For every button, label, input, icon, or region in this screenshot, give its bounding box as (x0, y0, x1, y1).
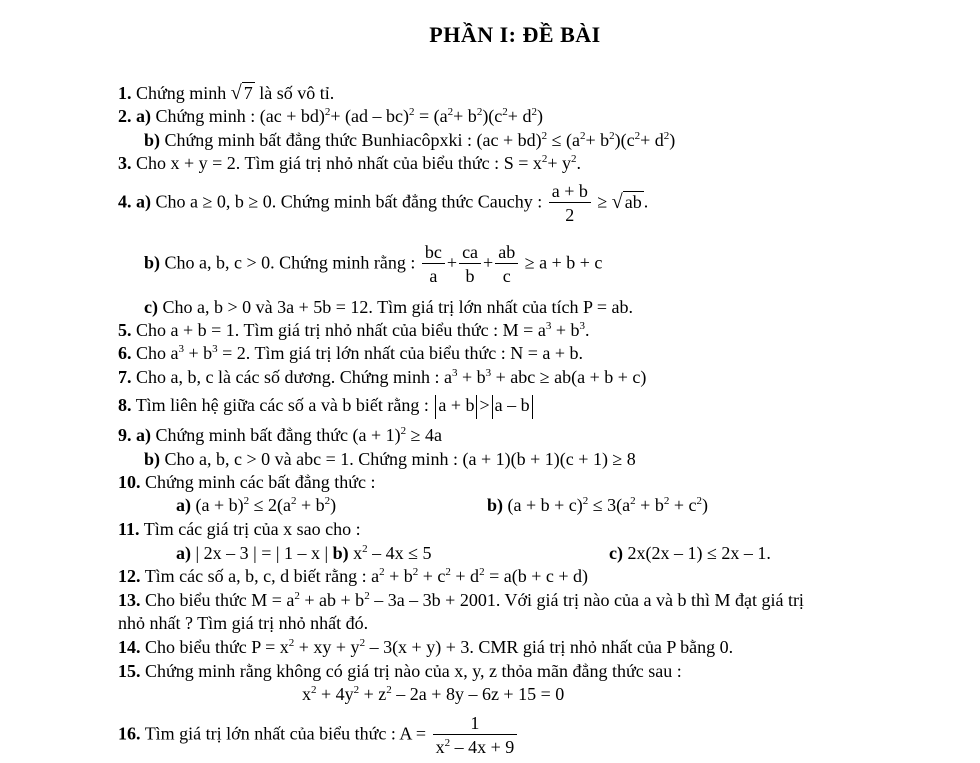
question-11c: c) 2x(2x – 1) ≤ 2x – 1. (609, 543, 771, 563)
question-9b: b) Cho a, b, c > 0 và abc = 1. Chứng minh : (a + 1)(b + 1)(c + 1) ≥ 8 (144, 449, 636, 469)
question-3: 3. Cho x + y = 2. Tìm giá trị nhỏ nhất của biểu thức : $S = x^2+ y^2$. (118, 153, 582, 173)
question-13-line2: nhỏ nhất ? Tìm giá trị nhỏ nhất đó. (118, 613, 369, 633)
question-11ab: a) | 2x – 3 | = | 1 – x | b) $x^2 - 4x \le 5$ (176, 543, 432, 563)
page-title: PHẦN I: ĐỀ BÀI (429, 22, 601, 47)
question-15-equation: $x^2 + 4y^2 + z^2 - 2a + 8y - 6z + 15 = 0$ (302, 684, 565, 704)
question-6: 6. Cho $a^3 + b^3 = 2$. Tìm giá trị lớn nhất của biểu thức : N = a + b. (118, 343, 583, 363)
question-16: 16. Tìm giá trị lớn nhất của biểu thức : A = $\frac{1}{x^2 - 4x + 9}$ (118, 712, 519, 759)
question-13: 13. Cho biểu thức $M = a^2$ + ab + $b^2 - 3a - 3b + 2001$. Với giá trị nào của a và b thì M đạt giá trị (118, 590, 804, 610)
question-10b: b) $(a + b + c)^2 \le 3(a^2 + b^2 + c^2)$ (487, 495, 708, 515)
question-12: 12. Tìm các số a, b, c, d biết rằng : $a^2 + b^2 + c^2 + d^2 = a(b + c + d)$ (118, 566, 588, 586)
question-14: 14. Cho biểu thức $P = x^2$ + xy + $y^2 - 3(x + y) + 3$. CMR giá trị nhỏ nhất của P bằng 0. (118, 637, 734, 657)
question-4a: 4. a) Cho a ≥ 0, b ≥ 0. Chứng minh bất đẳng thức Cauchy : $\frac{a + b}{2}$ ≥ √ ab . (118, 181, 649, 225)
question-10: 10. Chứng minh các bất đẳng thức : (118, 472, 376, 492)
question-7: 7. Cho a, b, c là các số dương. Chứng minh : $a^3 + b^3$ + abc ≥ ab(a + b + c) (118, 367, 647, 387)
sqrt-7: √ 7 (230, 82, 253, 104)
fraction-cauchy: $\frac{a + b}{2}$ (549, 180, 591, 227)
question-4b: b) Cho a, b, c > 0. Chứng minh rằng : $\frac{bc}{a}$ + $\frac{ca}{b}$ + $\frac{ab}{c}$ ≥ a + b + c (144, 242, 603, 286)
question-2b: b) Chứng minh bất đẳng thức Bunhiacôpxki : $(ac + bd)^2 \le (a^2+ b^2)(c^2+ d^2)$ (144, 130, 676, 150)
question-5: 5. Cho a + b = 1. Tìm giá trị nhỏ nhất của biểu thức : $M = a^3 + b^3$. (118, 320, 590, 340)
question-10a: a) $(a + b)^2 \le 2(a^2 + b^2)$ (176, 495, 337, 515)
question-4c: c) Cho a, b > 0 và 3a + 5b = 12. Tìm giá trị lớn nhất của tích P = ab. (144, 297, 634, 317)
question-15: 15. Chứng minh rằng không có giá trị nào của x, y, z thỏa mãn đẳng thức sau : (118, 661, 682, 681)
question-2a: 2. a) Chứng minh : $(ac + bd)^2+ (ad - bc)^2 = (a^2+ b^2)(c^2+ d^2)$ (118, 106, 543, 126)
question-9a: 9. a) Chứng minh bất đẳng thức $(a + 1)^2 \ge 4a$ (118, 425, 442, 445)
question-8: 8. Tìm liên hệ giữa các số a và b biết rằng : a + b > a – b (118, 394, 535, 419)
question-11: 11. Tìm các giá trị của x sao cho : (118, 519, 361, 539)
question-1: 1. Chứng minh √ 7 là số vô tỉ. (118, 82, 335, 104)
fraction-16: $\frac{1}{x^2 - 4x + 9}$ (433, 712, 518, 759)
